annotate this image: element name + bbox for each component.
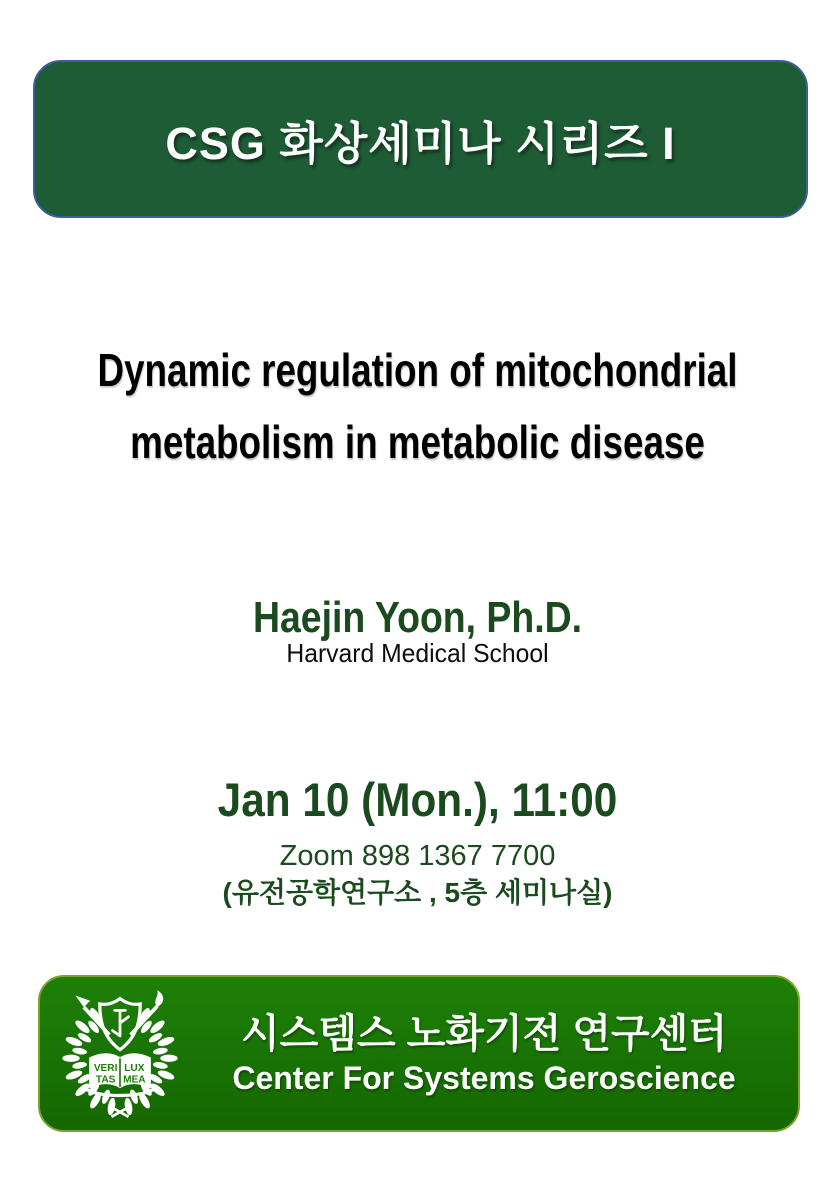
series-banner [33,60,808,218]
seminar-title-line1: Dynamic regulation of mitochondrial [97,344,738,396]
zoom-meeting-id: Zoom 898 1367 7700 [279,840,556,872]
motto-text-mea: MEA [123,1074,146,1086]
motto-text-veri: VERI [93,1062,118,1074]
organizer-text-block [184,1010,798,1098]
motto-text-lux: LUX [124,1062,145,1074]
organizer-name-english: Center For Systems Geroscience [232,1059,736,1096]
shield-key-icon [100,998,140,1049]
seminar-title-line2: metabolism in metabolic disease [130,416,705,468]
organizer-banner [38,975,800,1132]
motto-text-tas: TAS [95,1074,116,1086]
seminar-venue: (유전공학연구소 , 5층 세미나실) [222,877,613,908]
series-banner-title: CSG 화상세미나 시리즈 I [165,117,676,169]
organizer-name-korean: 시스템스 노화기전 연구센터 [241,1011,727,1056]
snu-emblem-icon [56,988,184,1120]
speaker-name: Haejin Yoon, Ph.D. [252,593,583,642]
seminar-datetime: Jan 10 (Mon.), 11:00 [217,773,618,826]
speaker-affiliation: Harvard Medical School [286,638,549,668]
